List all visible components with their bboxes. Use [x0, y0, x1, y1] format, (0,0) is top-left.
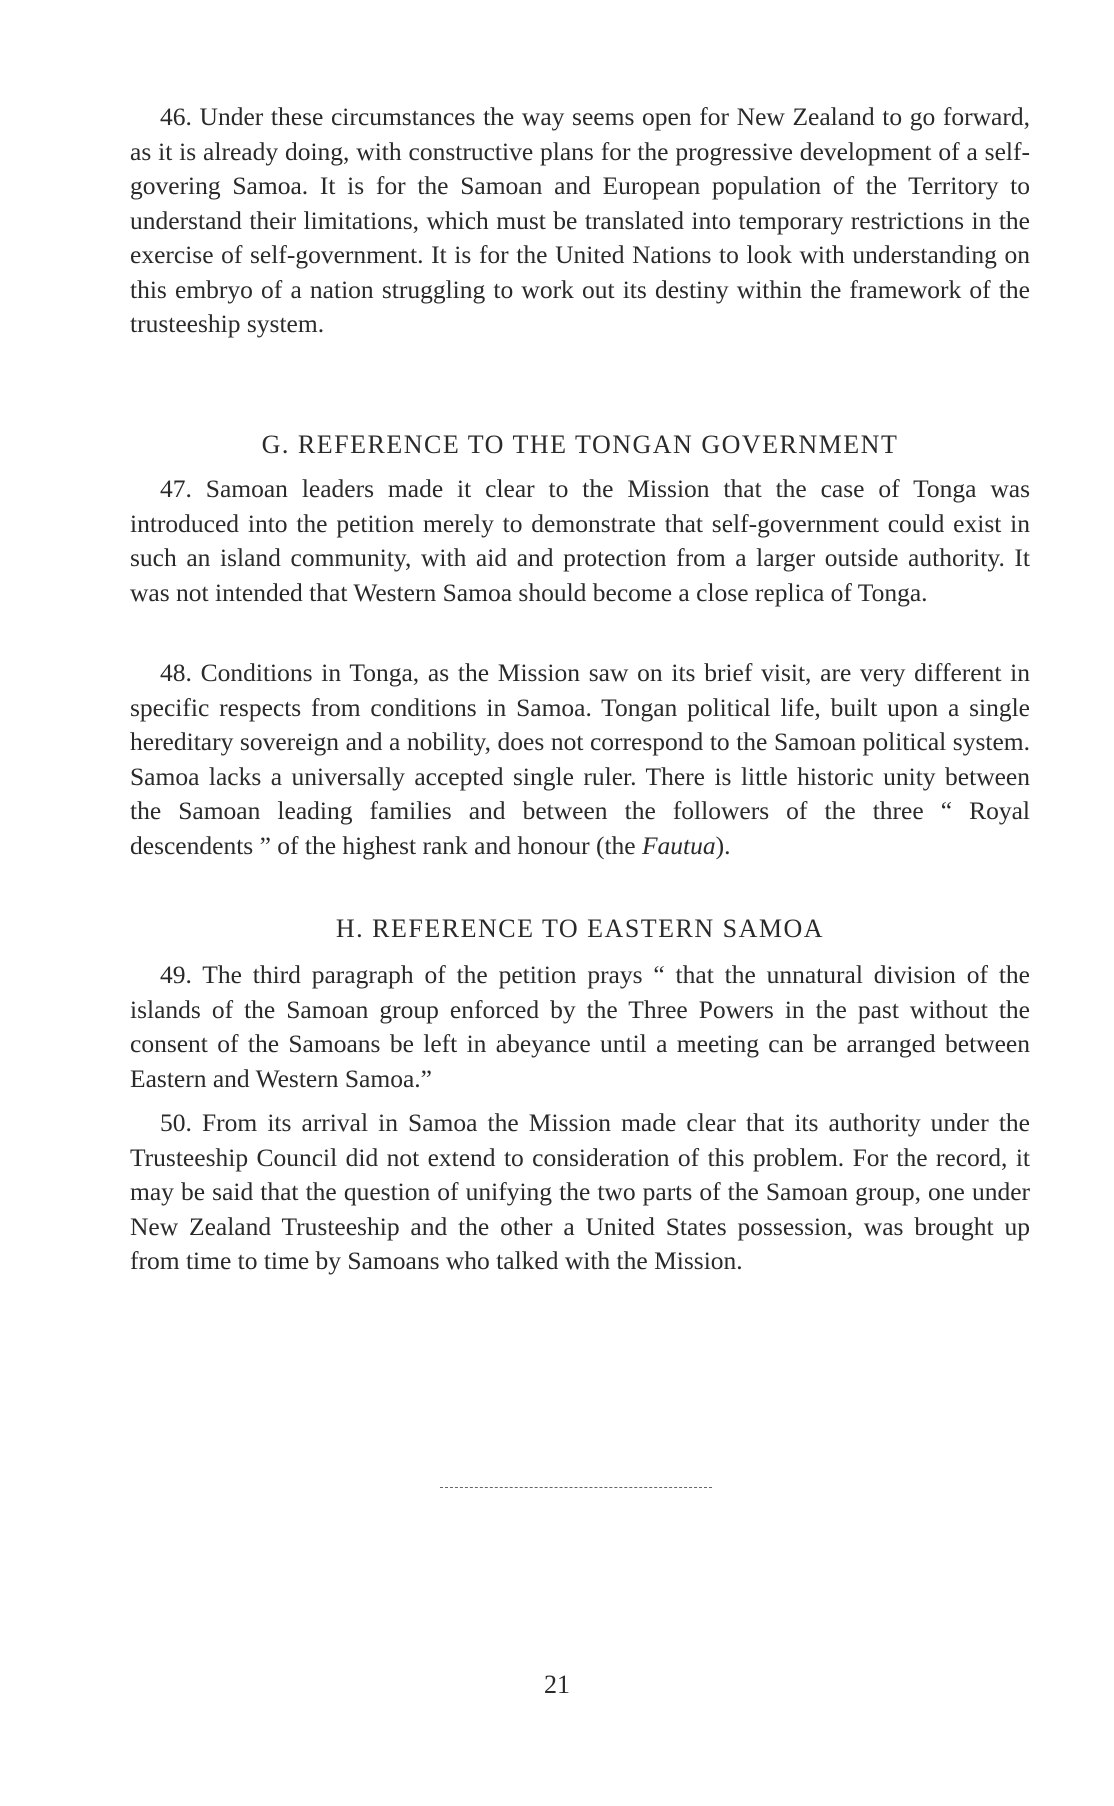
paragraph-48-text: 48. Conditions in Tonga, as the Mission saw on its brief visit, are very different in specific respects from conditions in Samoa. Tongan political life, built upon a single hereditary sovereign and a nobility, does not correspond to the Samoan political system. Samoa lacks a universally accepted single ruler. There is little historic unity between the Samoan leading families and between the followers of the three “ Royal descendents ” of the highest rank and honour (the — [130, 658, 1030, 860]
paragraph-47: 47. Samoan leaders made it clear to the Mission that the case of Tonga was introduced into the petition merely to demonstrate that self-government could exist in such an island community, with aid and protection from a larger outside authority. It was not intended that Western Samoa should become a close replica of Tonga. — [130, 474, 1030, 607]
section-heading-g: G. REFERENCE TO THE TONGAN GOVERNMENT — [261, 430, 899, 459]
paragraph-49: 49. The third paragraph of the petition prays “ that the unnatural division of the islands of the Samoan group enforced by the Three Powers in the past without the consent of the Samoans be left in abeyance until a meeting can be arranged between Eastern and Western Samoa.” — [130, 960, 1030, 1093]
paragraph-48 — [130, 656, 1030, 863]
paragraph-48-italic-term: Fautua — [641, 830, 716, 860]
paragraph-50: 50. From its arrival in Samoa the Mission made clear that its authority under the Trusteeship Council did not extend to consideration of this problem. For the record, it may be said that the question of unifying the two parts of the Samoan group, one under New Zealand Trusteeship and the other a United States possession, was brought up from time to time by Samoans who talked with the Mission. — [130, 1108, 1030, 1275]
section-heading-h: H. REFERENCE TO EASTERN SAMOA — [335, 914, 825, 943]
paragraph-48-end: ). — [715, 830, 731, 860]
page-number: 21 — [544, 1670, 570, 1699]
paragraph-46: 46. Under these circumstances the way seems open for New Zealand to go forward, as it is already doing, with constructive plans for the progressive development of a self-govering Samoa. It is for the Samoan and European population of the Territory to understand their limitations, which must be translated into temporary restrictions in the exercise of self-government. It is for the United Nations to look with understanding on this embryo of a nation struggling to work out its destiny within the framework of the trusteeship system. — [130, 102, 1030, 338]
section-divider — [440, 1487, 712, 1488]
